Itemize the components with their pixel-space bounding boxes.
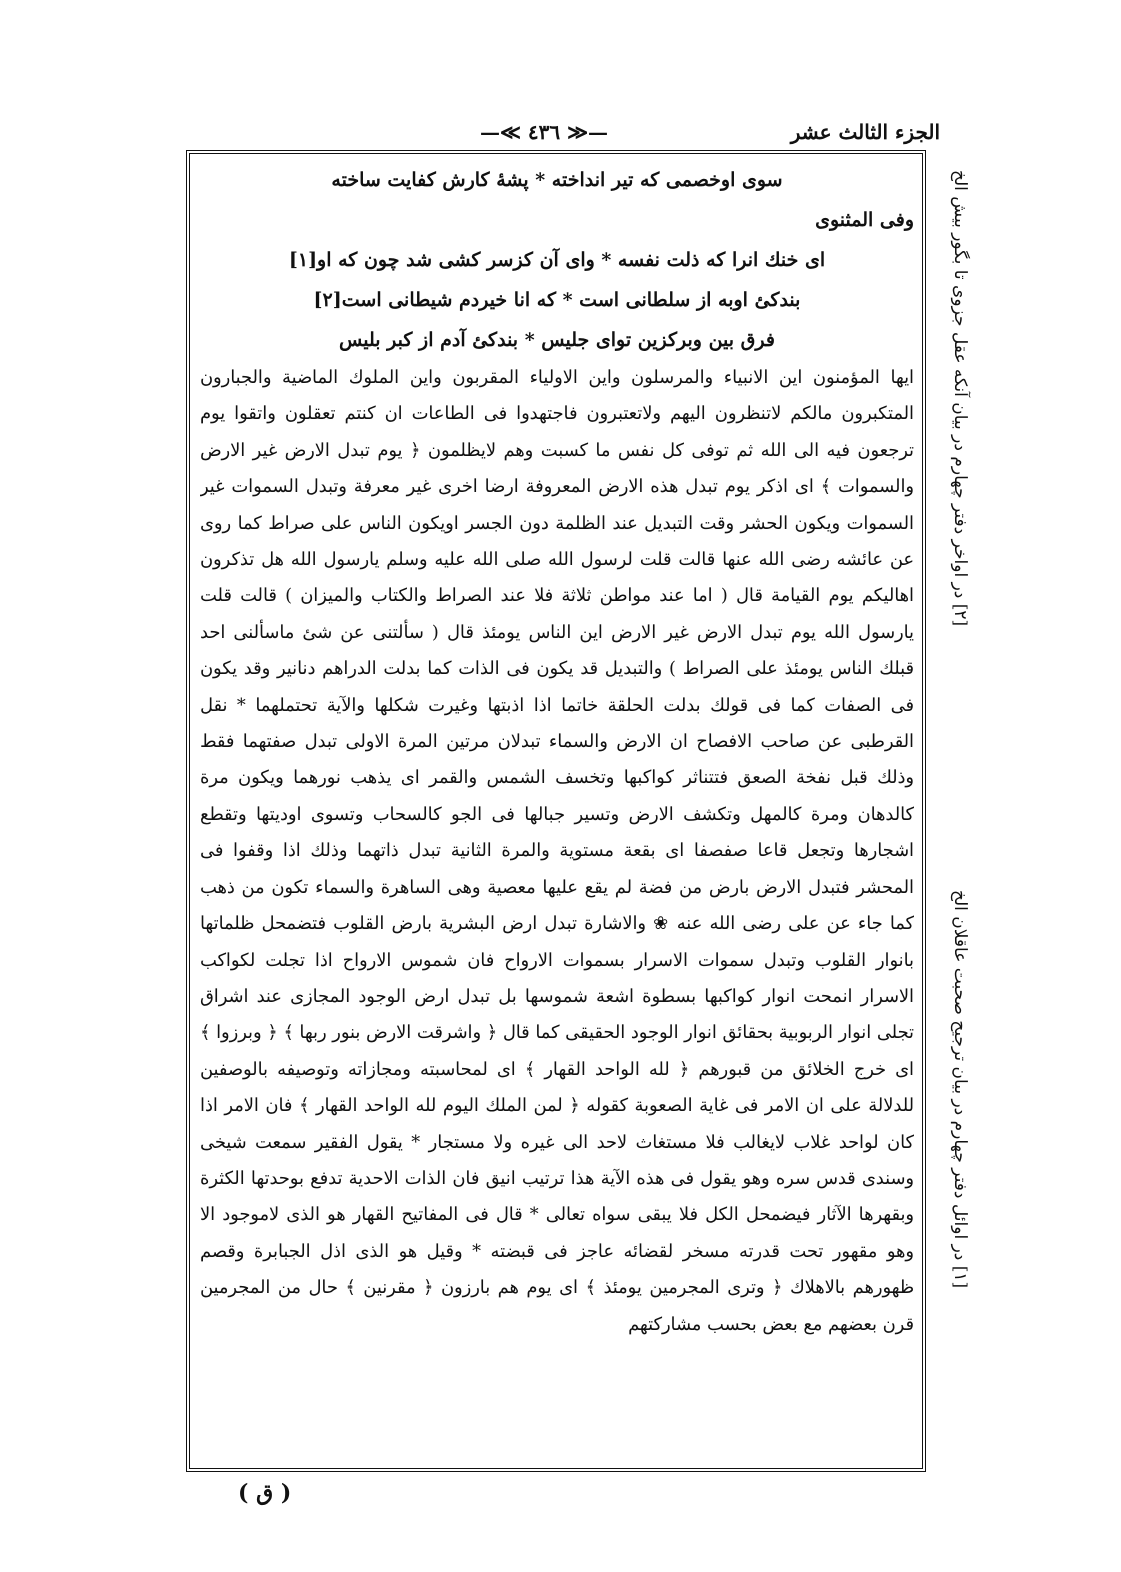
page-header: [180, 112, 940, 152]
margin-notes: [940, 170, 974, 1570]
signature-mark: ( ق ): [238, 1480, 292, 1506]
verse-line: سوى اوخصمى كه تير انداخته * پشهٔ كارش كفايت ساخته: [331, 169, 783, 191]
commentary-text: [200, 360, 914, 1343]
chapter-title: الجزء الثالث عشر: [790, 120, 940, 144]
verse-line: بندكئ اوبه از سلطانى است * كه انا خيردم شيطانى است[٢]: [313, 289, 801, 311]
section-heading: وفى المثنوى: [815, 209, 914, 231]
page-body: [200, 160, 914, 1462]
page-number: —≪ ٤٣٦ ≫—: [480, 120, 609, 144]
paragraph: ايها المؤمنون اين الانبياء والمرسلون واين الاولياء المقربون واين الملوك الماضية والجبارون المتكبرون مالكم لاتنظرون اليهم ولاتعتبرون فاجتهدوا فى الطاعات ان كنتم تعقلون واتقوا يوم ترجعون فيه الى الله ثم توفى كل نفس ما كسبت وهم لايظلمون ﴿ يوم تبدل الارض غير الارض والسموات ﴾ اى اذكر يوم تبدل هذه الارض المعروفة ارضا اخرى غير معرفة وتبدل السموات غير السموات ويكون الحشر وقت التبديل عند الظلمة دون الجسر اويكون الناس على صراط كما روى عن عائشه رضى الله عنها قالت قلت لرسول الله صلى الله عليه وسلم يارسول الله هل تذكرون اهاليكم يوم القيامة قال ( اما عند مواطن ثلاثة فلا عند الصراط والكتاب والميزان ) قالت قلت يارسول الله يوم تبدل الارض غير الارض اين الناس يومئذ قال ( سألتنى عن شئ ماسألنى احد قبلك الناس يومئذ على الصراط ) والتبديل قد يكون فى الذات كما بدلت الدراهم دنانير وقد يكون فى الصفات كما فى قولك بدلت الحلقة خاتما اذا اذبتها وغيرت شكلها والآية تحتملهما * نقل القرطبى عن صاحب الافصاح ان الارض والسماء تبدلان مرتين المرة الاولى تبدل صفتهما فقط وذلك قبل نفخة الصعق فتتناثر كواكبها وتخسف الشمس والقمر اى يذهب نورهما ويكون مرة كالدهان ومرة كالمهل وتكشف الارض وتسير جبالها فى الجو كالسحاب وتسوى اوديتها وتقطع اشجارها وتجعل قاعا صفصفا اى بقعة مستوية والمرة الثانية تبدل ذاتهما وذلك اذا وقفوا فى المحشر فتبدل الارض بارض من فضة لم يقع عليها معصية وهى الساهرة والسماء تكون من ذهب كما جاء عن على رضى الله عنه ❀ والاشارة تبدل ارض البشرية بارض القلوب فتضمحل ظلماتها بانوار القلوب وتبدل سموات الاسرار بسموات الارواح فان شموس الارواح اذا تجلت لكواكب الاسرار انمحت انوار كواكبها بسطوة اشعة شموسها بل تبدل ارض الوجود المجازى عند اشراق تجلى انوار الربوبية بحقائق انوار الوجود الحقيقى كما قال ﴿ واشرقت الارض بنور ربها ﴾ ﴿ وبرزوا ﴾ اى خرج الخلائق من قبورهم ﴿ لله الواحد القهار ﴾ اى لمحاسبته ومجازاته وتوصيفه بالوصفين للدلالة على ان الامر فى غاية الصعوبة كقوله ﴿ لمن الملك اليوم لله الواحد القهار ﴾ فان الامر اذا كان لواحد غلاب لايغالب فلا مستغاث لاحد الى غيره ولا مستجار * يقول الفقير سمعت شيخى وسندى قدس سره وهو يقول فى هذه الآية هذا ترتيب انيق فان الذات الاحدية تدفع بوحدتها الكثرة وبقهرها الآثار فيضمحل الكل فلا يبقى سواه تعالى * قال فى المفاتيح القهار هو الذى لاموجود الا وهو مقهور تحت قدرته مسخر لقضائه عاجز فى قبضته * وقيل هو الذى اذل الجبابرة وقصم ظهورهم بالاهلاك ﴿ وترى المجرمين يومئذ ﴾ اى يوم هم بارزون ﴿ مقرنين ﴾ حال من المجرمين قرن بعضهم مع بعض بحسب مشاركتهم: [200, 367, 914, 1335]
verse-line: فرق بين وبركزين تواى جليس * بندكئ آدم از كبر بليس: [339, 329, 775, 351]
margin-note: [١] در اوائل دفتر چهارم در بيان ترجيح صحبت عاقلان الخ: [950, 890, 970, 1289]
margin-note: [٢] در اواخر دفتر چهارم در بيان آنكه عقل جزوى تا بگور بيش الخ: [950, 170, 970, 627]
verse-line: اى خنك انرا كه ذلت نفسه * واى آن كزسر كشى شد چون كه او[١]: [288, 249, 826, 271]
